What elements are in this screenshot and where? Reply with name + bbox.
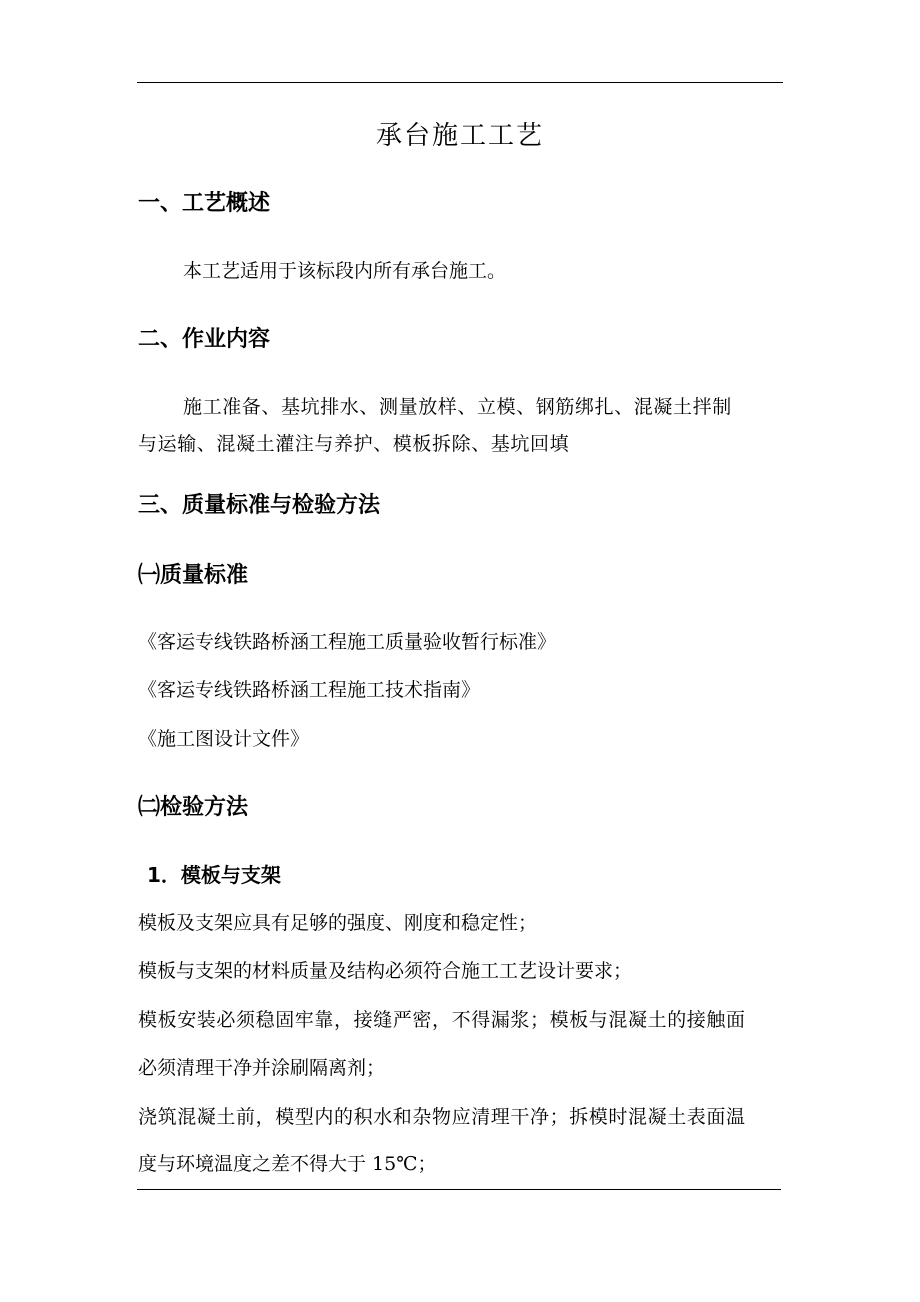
subsection-heading-quality-standard: ㈠质量标准 (138, 563, 249, 588)
section-heading-overview: 一、工艺概述 (138, 191, 271, 216)
standard-item-2: 《客运专线铁路桥涵工程施工技术指南》 (138, 679, 481, 701)
overview-paragraph: 本工艺适用于该标段内所有承台施工。 (183, 260, 507, 282)
subsection-heading-inspection: ㈡检验方法 (138, 795, 249, 820)
section-heading-quality: 三、质量标准与检验方法 (138, 493, 381, 518)
work-content-line-2: 与运输、混凝土灌注与养护、模板拆除、基坑回填 (138, 433, 570, 455)
inspection-line-3: 模板安装必须稳固牢靠，接缝严密，不得漏浆；模板与混凝土的接触面 (138, 1009, 746, 1031)
inspection-line-5: 浇筑混凝土前，模型内的积水和杂物应清理干净；拆模时混凝土表面温 (138, 1106, 746, 1128)
inspection-line-1: 模板及支架应具有足够的强度、刚度和稳定性； (138, 912, 538, 934)
inspection-line-2: 模板与支架的材料质量及结构必须符合施工工艺设计要求； (138, 960, 633, 982)
item-heading-formwork: 1．模板与支架 (147, 863, 281, 887)
section-heading-work-content: 二、作业内容 (138, 327, 271, 352)
standard-item-3: 《施工图设计文件》 (138, 728, 310, 750)
inspection-line-4: 必须清理干净并涂刷隔离剂； (138, 1057, 386, 1079)
document-title: 承台施工工艺 (375, 121, 544, 151)
footer-rule (137, 1189, 781, 1190)
header-rule (137, 82, 783, 83)
standard-item-1: 《客运专线铁路桥涵工程施工质量验收暂行标准》 (138, 631, 557, 653)
inspection-line-6: 度与环境温度之差不得大于 15℃； (138, 1153, 437, 1175)
work-content-line-1: 施工准备、基坑排水、测量放样、立模、钢筋绑扎、混凝土拌制 (183, 396, 732, 418)
